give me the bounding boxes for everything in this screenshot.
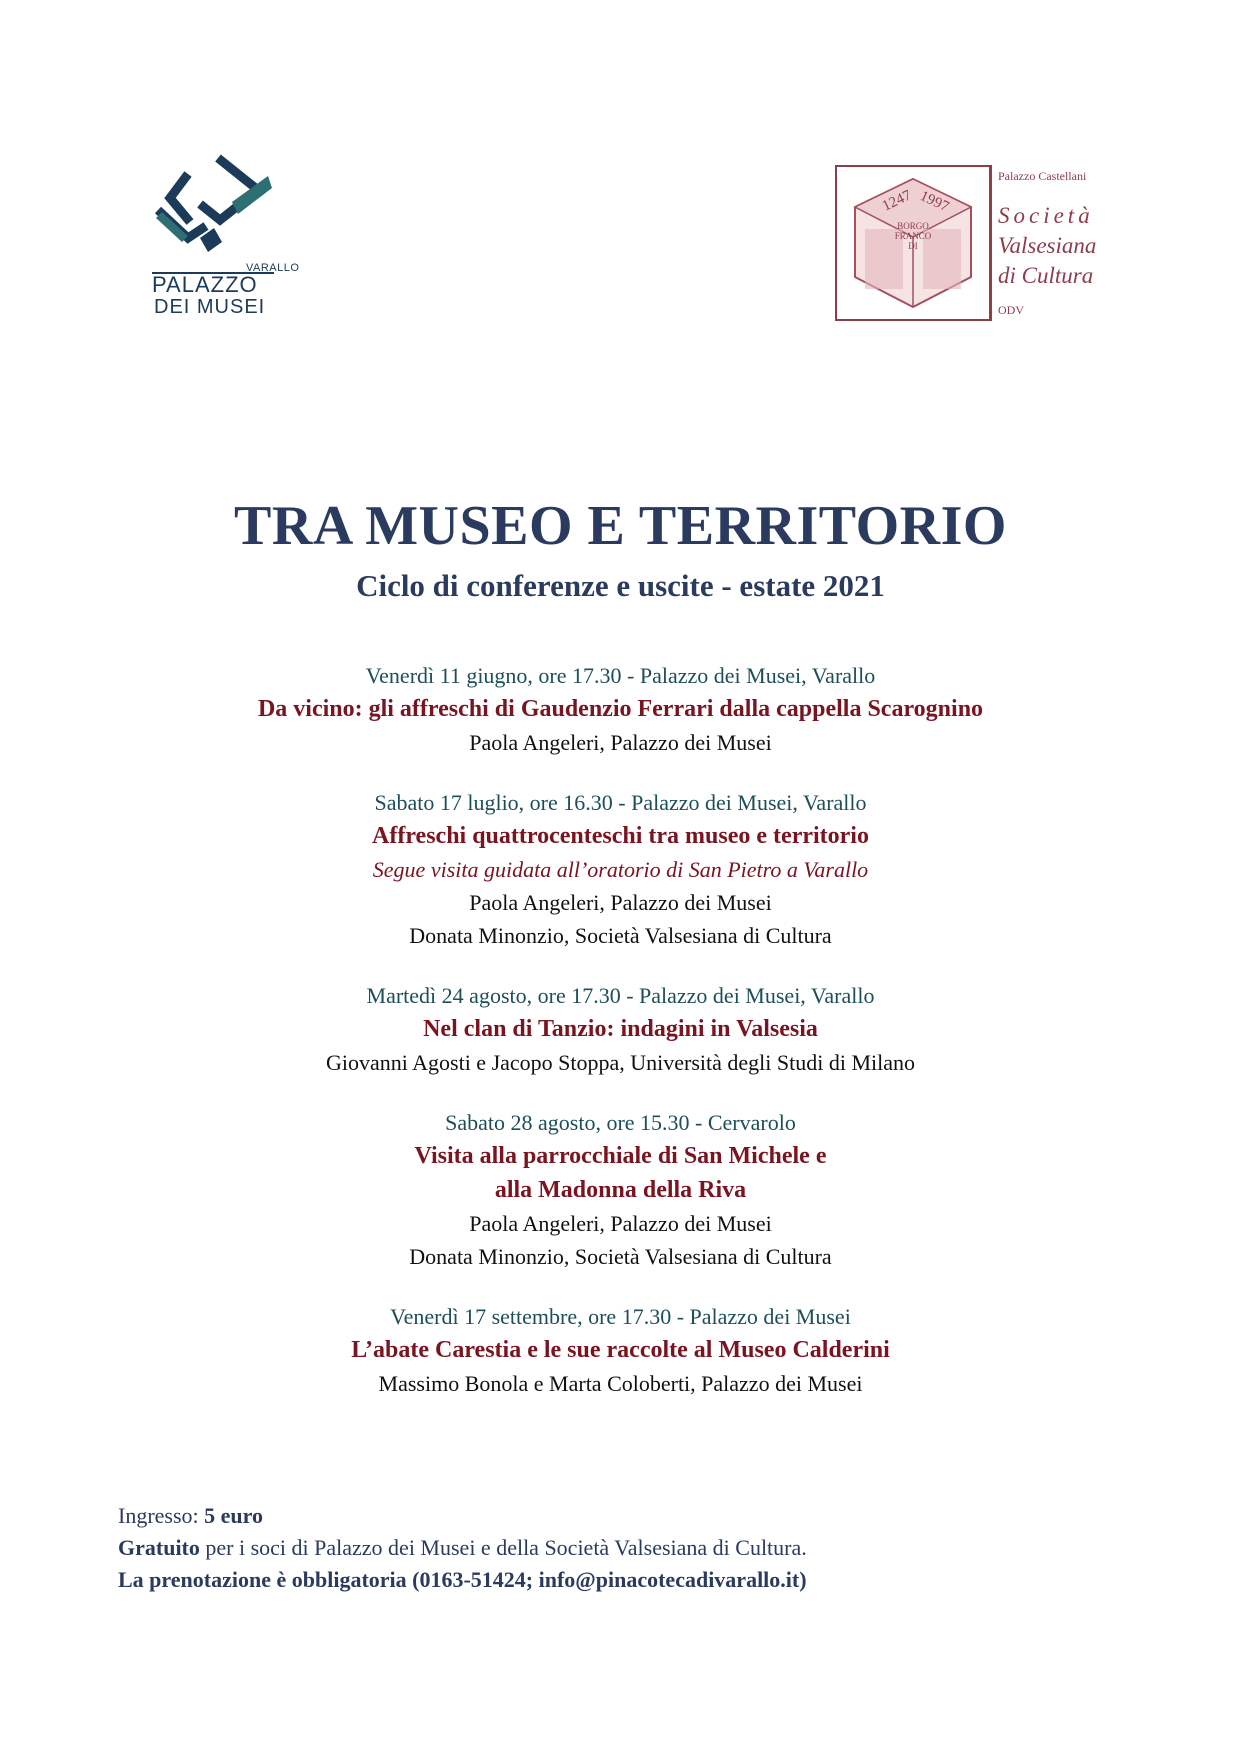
palazzo-dei-musei-emblem-icon [148,148,278,258]
valsesiana-text: Valsesiana [998,233,1097,258]
page-title: TRA MUSEO E TERRITORIO [234,495,1007,557]
event-title: Da vicino: gli affreschi di Gaudenzio Ferrari dalla cappella Scarognino [257,696,984,722]
seal-di: DI [908,241,918,251]
seal-borgo: BORGO [897,221,929,231]
event-date: Sabato 28 agosto, ore 15.30 - Cervarolo [445,1110,796,1135]
ingresso-label: Ingresso: [118,1503,205,1528]
event-speaker: Paola Angeleri, Palazzo dei Musei [469,890,772,915]
event-5 [0,1300,1241,1400]
event-note: Segue visita guidata all’oratorio di San Pietro a Varallo [372,857,869,882]
odv-text: ODV [998,303,1024,317]
gratuito-label: Gratuito [118,1535,200,1560]
societa-text: Società [998,203,1094,228]
logo-palazzo-text: PALAZZO [152,272,258,297]
event-date: Venerdì 11 giugno, ore 17.30 - Palazzo dei Musei, Varallo [365,663,876,688]
palazzo-dei-musei-logo [148,148,300,318]
event-3 [0,979,1241,1079]
event-title-line-2: alla Madonna della Riva [494,1177,747,1203]
logo-vertical-rule [990,165,992,321]
societa-valsesiana-logo [835,165,1105,325]
event-title: Visita alla parrocchiale di San Michele e [414,1143,827,1169]
page-subtitle: Ciclo di conferenze e uscite - estate 2021 [356,568,885,603]
event-speaker: Donata Minonzio, Società Valsesiana di Cultura [409,1244,832,1269]
ingresso-line [118,1500,807,1532]
logo-dei-musei-text: DEI MUSEI [154,296,266,318]
seal-year-1247: 1247 [879,187,914,215]
di-cultura-text: di Cultura [998,263,1094,288]
event-speaker: Donata Minonzio, Società Valsesiana di Cultura [409,923,832,948]
gratuito-text: per i soci di Palazzo dei Musei e della Società Valsesiana di Cultura. [199,1535,807,1560]
footer-info [118,1500,807,1596]
prenotazione-text: La prenotazione è obbligatoria (0163-51424; info@pinacotecadivarallo.it) [118,1567,807,1592]
event-1 [0,659,1241,759]
event-4 [0,1106,1241,1273]
event-title: Nel clan di Tanzio: indagini in Valsesia [423,1016,818,1042]
event-program [0,659,1241,1427]
event-speaker: Paola Angeleri, Palazzo dei Musei [469,730,772,755]
seal-frame [835,165,991,321]
event-title: Affreschi quattrocenteschi tra museo e territorio [372,823,869,849]
seal-year-1997: 1997 [917,188,952,216]
event-2 [0,786,1241,952]
event-date: Sabato 17 luglio, ore 16.30 - Palazzo dei Musei, Varallo [374,790,867,815]
borgo-franco-seal-icon [837,167,989,319]
gratuito-line [118,1532,807,1564]
prenotazione-line [118,1564,807,1596]
event-date: Martedì 24 agosto, ore 17.30 - Palazzo dei Musei, Varallo [366,983,875,1008]
event-title: L’abate Carestia e le sue raccolte al Museo Calderini [351,1337,890,1363]
seal-franco: FRANCO [894,231,932,241]
logo-varallo-text: VARALLO [246,262,300,274]
ingresso-price: 5 euro [204,1503,264,1528]
event-date: Venerdì 17 settembre, ore 17.30 - Palazzo dei Musei [390,1304,851,1329]
event-speaker: Giovanni Agosti e Jacopo Stoppa, Università degli Studi di Milano [325,1050,916,1075]
event-speaker: Massimo Bonola e Marta Coloberti, Palazzo dei Musei [378,1371,863,1396]
palazzo-castellani-text: Palazzo Castellani [998,169,1087,183]
event-speaker: Paola Angeleri, Palazzo dei Musei [469,1211,772,1236]
